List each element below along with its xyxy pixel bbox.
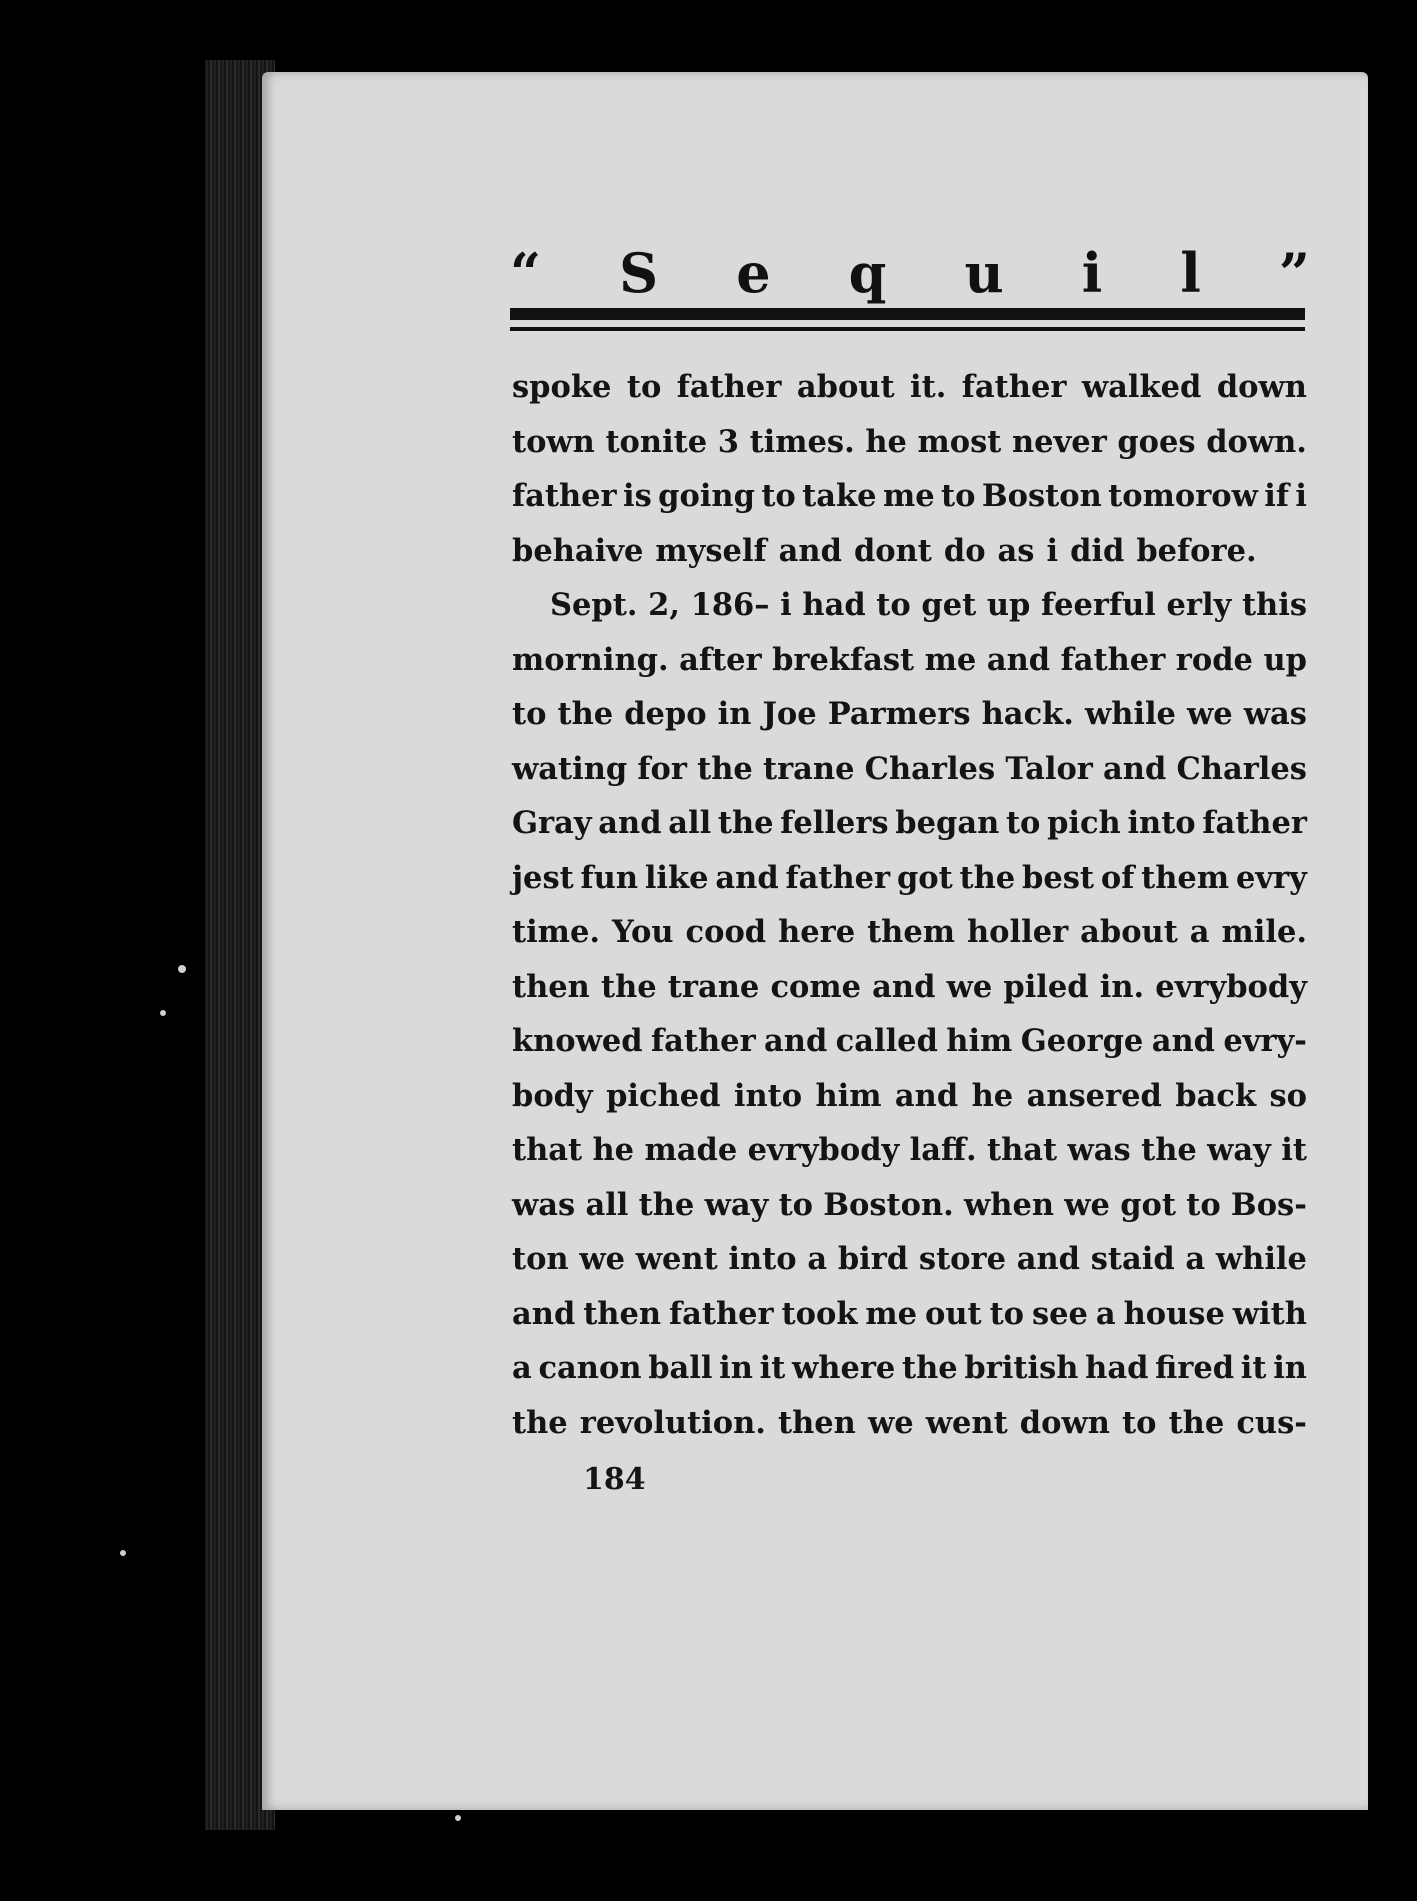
text-line: then the trane come and we piled in. evrybody: [512, 968, 1307, 1005]
header-rule-thin: [510, 327, 1305, 331]
text-line: time. You cood here them holler about a mile.: [512, 914, 1307, 950]
running-header: [510, 238, 1310, 308]
header-rule-thick: [510, 308, 1305, 320]
text-line: the revolution. then we went down to the cus-: [512, 1404, 1307, 1441]
text-line: knowed father and called him George and evry-: [512, 1023, 1307, 1059]
dust-speck: [455, 1815, 461, 1821]
text-line: spoke to father about it. father walked down: [512, 369, 1307, 405]
text-line: and then father took me out to see a house with: [512, 1295, 1307, 1332]
dust-speck: [120, 1550, 126, 1556]
header-letter: ”: [1278, 241, 1310, 305]
header-letter: q: [848, 241, 887, 305]
dust-speck: [160, 1010, 166, 1016]
text-line: jest fun like and father got the best of them evry: [512, 859, 1307, 896]
text-line: ton we went into a bird store and staid a while: [512, 1241, 1307, 1277]
text-line: to the depo in Joe Parmers hack. while we was: [512, 696, 1307, 732]
text-line: Gray and all the fellers began to pich into father: [512, 805, 1307, 841]
text-line: town tonite 3 times. he most never goes down.: [512, 423, 1307, 460]
page-number: 184: [583, 1462, 646, 1497]
text-line: wating for the trane Charles Talor and Charles: [512, 750, 1307, 787]
text-line: body piched into him and he ansered back so: [512, 1077, 1307, 1114]
text-line: that he made evrybody laff. that was the way it: [512, 1132, 1307, 1168]
text-line: behaive myself and dont do as i did before.: [512, 532, 1257, 569]
header-letter: i: [1081, 241, 1103, 305]
header-letter: l: [1180, 241, 1201, 305]
dust-speck: [178, 965, 186, 973]
text-line: morning. after brekfast me and father rode up: [512, 641, 1307, 678]
header-letter: S: [619, 241, 659, 305]
header-letter: e: [736, 241, 771, 305]
body-text: [512, 360, 1307, 1450]
text-line: Sept. 2, 186– i had to get up feerful erly this: [550, 587, 1307, 623]
text-line: was all the way to Boston. when we got to Bos-: [512, 1186, 1307, 1223]
text-line: a canon ball in it where the british had fired it in: [512, 1350, 1307, 1386]
header-letter: u: [964, 241, 1004, 305]
header-letter: “: [510, 241, 542, 305]
text-line: father is going to take me to Boston tomorow if i: [512, 478, 1307, 514]
